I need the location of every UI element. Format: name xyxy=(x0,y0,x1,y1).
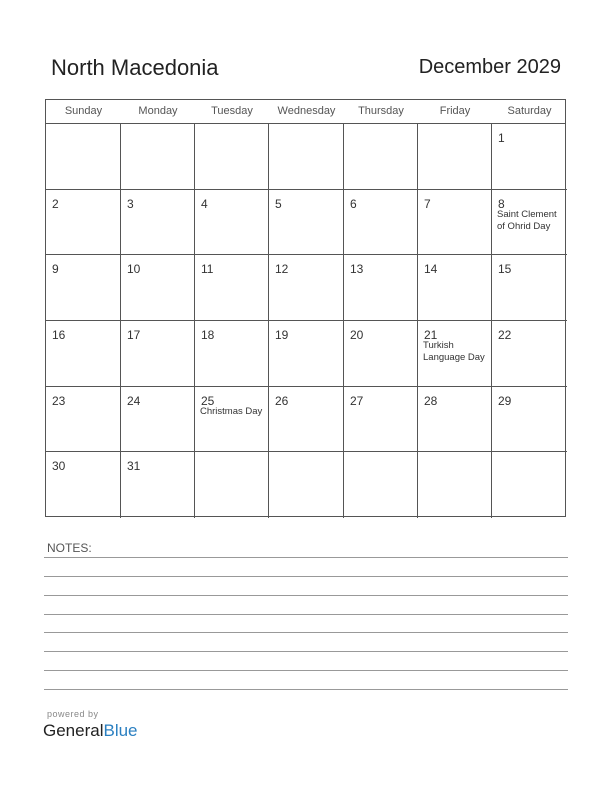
day-cell xyxy=(492,255,567,321)
day-cell xyxy=(46,255,121,321)
day-number: 30 xyxy=(52,459,66,474)
day-cell xyxy=(492,321,567,387)
day-cell xyxy=(195,124,269,190)
day-cell xyxy=(418,124,492,190)
day-cell xyxy=(492,190,567,256)
day-cell xyxy=(344,124,418,190)
day-number: 25 xyxy=(201,393,215,408)
day-number: 10 xyxy=(127,262,141,277)
generalblue-logo xyxy=(43,721,138,741)
day-number: 16 xyxy=(52,328,66,342)
day-cell xyxy=(46,321,121,387)
day-number: 26 xyxy=(275,393,289,408)
day-cell xyxy=(344,452,418,518)
weekday-monday: Monday xyxy=(138,105,178,117)
day-cell xyxy=(269,190,344,256)
day-number: 7 xyxy=(424,196,431,211)
day-number: 2 xyxy=(52,196,59,211)
day-cell xyxy=(121,387,195,453)
day-number: 14 xyxy=(424,262,438,277)
powered-by-text: powered by xyxy=(47,709,99,719)
day-cell xyxy=(492,452,567,518)
country-title: North Macedonia xyxy=(51,55,219,80)
day-number: 8 xyxy=(498,196,505,211)
day-cell xyxy=(269,387,344,453)
notes-line xyxy=(44,670,568,671)
day-cell xyxy=(121,452,195,518)
day-cell xyxy=(492,387,567,453)
month-title: December 2029 xyxy=(418,56,561,78)
day-cell xyxy=(344,190,418,256)
day-cell xyxy=(418,452,492,518)
day-cell xyxy=(46,387,121,453)
day-number: 24 xyxy=(127,393,141,408)
day-number: 17 xyxy=(127,328,141,342)
holiday-label: Turkish Language Day xyxy=(423,340,485,363)
day-number: 23 xyxy=(52,393,66,408)
day-cell xyxy=(195,452,269,518)
day-number: 6 xyxy=(350,196,357,211)
day-cell xyxy=(195,321,269,387)
day-number: 27 xyxy=(350,393,364,408)
day-number: 4 xyxy=(201,196,208,211)
day-number: 21 xyxy=(424,328,438,342)
day-cell xyxy=(195,190,269,256)
day-cell xyxy=(492,124,567,190)
day-number: 28 xyxy=(424,393,438,408)
calendar-grid xyxy=(45,99,566,517)
weekday-wednesday: Wednesday xyxy=(277,105,336,117)
weekday-tuesday: Tuesday xyxy=(211,105,253,117)
holiday-label: Christmas Day xyxy=(200,405,263,417)
weekday-sunday: Sunday xyxy=(64,105,103,117)
day-number: 5 xyxy=(275,196,282,211)
notes-line xyxy=(44,614,568,615)
notes-line xyxy=(44,651,568,652)
day-number: 22 xyxy=(498,328,512,342)
weekday-saturday: Saturday xyxy=(507,105,552,117)
day-number: 15 xyxy=(498,262,512,277)
day-number: 29 xyxy=(498,393,512,408)
day-cell xyxy=(195,255,269,321)
weekday-thursday: Thursday xyxy=(358,105,404,117)
day-number: 20 xyxy=(350,328,364,342)
day-number: 31 xyxy=(127,459,141,474)
day-cell xyxy=(269,452,344,518)
day-number: 19 xyxy=(275,328,289,342)
brand-general: General xyxy=(43,721,104,740)
day-number: 13 xyxy=(350,262,364,277)
day-cell xyxy=(46,190,121,256)
day-number: 9 xyxy=(52,262,59,277)
notes-line xyxy=(44,557,568,558)
day-cell xyxy=(344,321,418,387)
day-number: 18 xyxy=(201,328,215,342)
day-cell xyxy=(418,190,492,256)
day-cell xyxy=(344,255,418,321)
holiday-label: Saint Clement of Ohrid Day xyxy=(497,208,557,232)
day-cell xyxy=(269,321,344,387)
notes-label: NOTES: xyxy=(47,541,92,555)
day-cell xyxy=(418,387,492,453)
notes-line xyxy=(44,689,568,690)
day-number: 12 xyxy=(275,262,289,277)
weekday-friday: Friday xyxy=(439,105,471,117)
day-cell xyxy=(418,255,492,321)
day-cell xyxy=(269,255,344,321)
day-cell xyxy=(121,321,195,387)
brand-blue: Blue xyxy=(103,721,138,740)
day-cell xyxy=(195,387,269,453)
weekday-header-row xyxy=(46,100,565,124)
day-cell xyxy=(46,452,121,518)
day-number: 3 xyxy=(127,196,134,211)
day-cell xyxy=(344,387,418,453)
notes-line xyxy=(44,576,568,577)
notes-line xyxy=(44,595,568,596)
day-cell xyxy=(121,190,195,256)
day-cell xyxy=(121,255,195,321)
day-cell xyxy=(46,124,121,190)
day-cell xyxy=(121,124,195,190)
day-cell xyxy=(418,321,492,387)
notes-line xyxy=(44,632,568,633)
day-number: 11 xyxy=(201,262,214,277)
day-cell xyxy=(269,124,344,190)
day-number: 1 xyxy=(498,131,505,145)
